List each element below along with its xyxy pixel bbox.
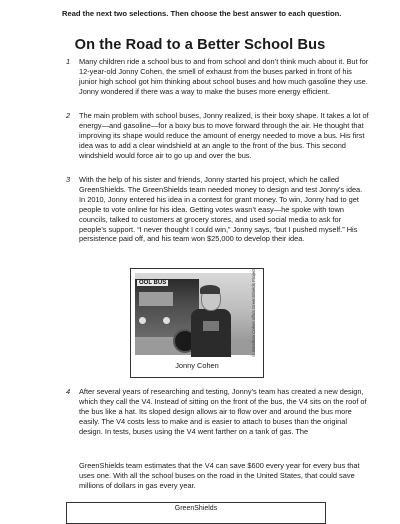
article-title: On the Road to a Better School Bus: [74, 37, 326, 53]
shirt-logo: [203, 321, 219, 331]
paragraph-number: 3: [66, 175, 71, 184]
boy-body: [191, 309, 231, 357]
paragraph-4: After several years of researching and testing, Jonny’s team has created a new design, which they call the V4. Instead of sitting on the front of the bus, the V4 sits on the roof of the bus like a hat. Its sloped design allows air to flow over and around the bus more easily. The V4 costs less to make and is easier to attach to buses than the original design. In tests, buses using the V4 went farther on a tank of gas. The: [79, 387, 367, 436]
bus-window: [139, 292, 173, 306]
paragraph-2: The main problem with school buses, Jonny realized, is their boxy shape. It takes a lot of energy—and gasoline—for a boxy bus to move forward through the air. He thought that improving its shape would reduce the amount of energy needed to move a bus. His first idea was to add a clear windshield at an angle to the front of the bus. This second windshield would force air to go up and over the bus.: [79, 111, 369, 160]
photo-figure: [130, 268, 264, 378]
photo-caption: Jonny Cohen: [175, 361, 219, 370]
paragraph-number: 1: [66, 57, 71, 66]
paragraph-3: With the help of his sister and friends, Jonny started his project, which he called GreenShields. The GreenShields team needed money to design and test Jonny’s idea. In 2010, Jonny entered his idea in a contest for grant money. To win, Jonny had to get people to vote online for his idea. Getting votes wasn’t easy—he spoke with town councils, talked to customers at grocery stores, and used social media to ask for people’s support. “I never thought I could win,” Jonny says, “but I pushed myself.” His persistence paid off, and his team won $25,000 to develop their idea.: [79, 175, 363, 244]
photo-jonny-with-bus: [135, 268, 256, 357]
bus-sign: OOL BUS: [139, 280, 167, 286]
paragraph-number: 4: [66, 387, 71, 396]
paragraph-1: Many children ride a school bus to and from school and don’t think much about it. But for 12-year-old Jonny Cohen, the smell of exhaust from the buses parked in front of his junior high school got him thinking about school buses and how much gasoline they use. Jonny wondered if there was a way to make the buses more energy efficient.: [79, 57, 369, 96]
paragraph-4-continued: GreenShields team estimates that the V4 can save $600 every year for every bus that uses one. With all the school buses on the road in the United States, that could save millions of dollars in gas every year.: [79, 461, 360, 490]
greenshields-box: [66, 502, 326, 524]
instructions: Read the next two selections. Then choose the best answer to each question.: [62, 9, 342, 18]
bus-headlight: [139, 317, 146, 324]
paragraph-number: 2: [66, 111, 71, 120]
photo-credit: © Jonathan Cohen d/b/a GreenShields Project: [251, 268, 256, 357]
box-title: GreenShields: [174, 505, 218, 512]
boy-hair: [200, 285, 220, 294]
bus-headlight: [163, 317, 170, 324]
school-bus-image: [135, 279, 199, 337]
